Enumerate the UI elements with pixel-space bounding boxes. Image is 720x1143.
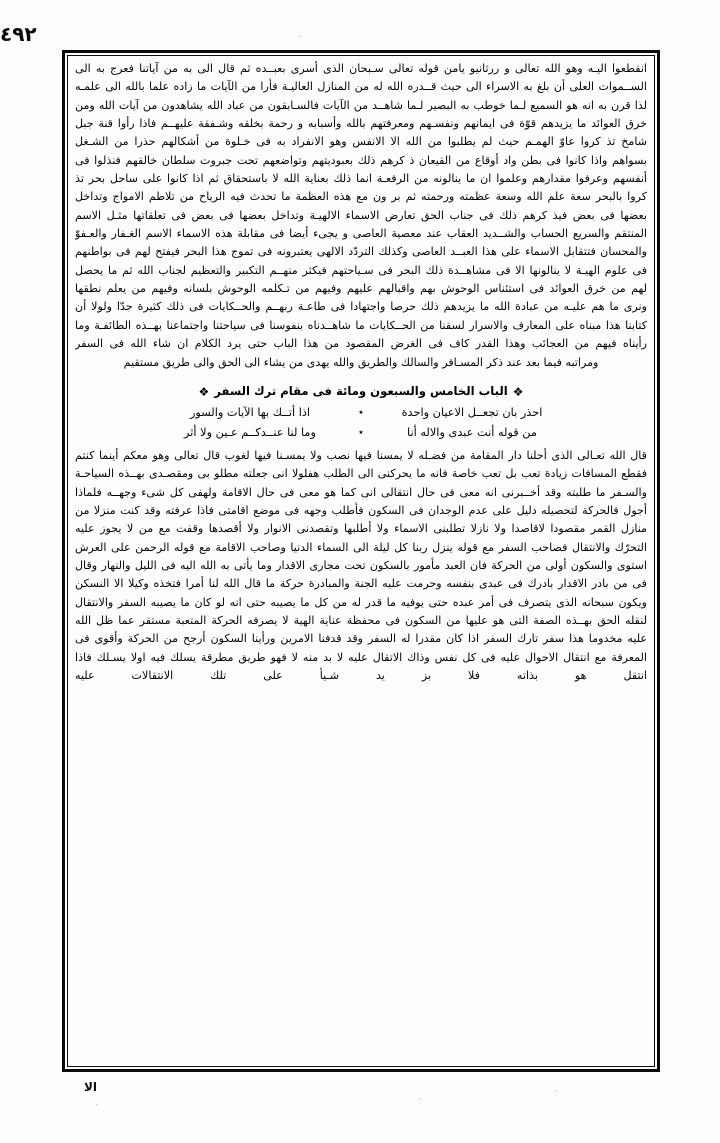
verse-line bbox=[75, 423, 647, 443]
verse-separator-icon: ٭ bbox=[358, 426, 364, 438]
body-text-lower bbox=[75, 447, 647, 685]
page-frame bbox=[62, 50, 660, 1072]
verse-separator-icon: ٭ bbox=[358, 406, 364, 418]
verse-block bbox=[75, 403, 647, 443]
body-closing-line: ومراتبه فيما بعد عند ذكر المسـافر والسالك والطريق والله يهدى من يشاء الى الحق والى طريق مستقيم bbox=[123, 355, 599, 369]
catchword: الا bbox=[84, 1080, 98, 1094]
hemistich-right: احذر بان تجعــل الاعيان واحدة bbox=[401, 405, 543, 419]
hemistich-right: من قوله أنت عبدى والاله أنا bbox=[407, 425, 537, 439]
body-paragraph-upper: انقطعوا اليـه وهو الله تعالى و ررثانيو يامن قوله تعالى سـبحان الذى أسرى بعبــده ثم قال الى به من آياتنا فعرج به الى الســموات العلى أن بلغ به الاسراء الى حيث قــدره الله له من المنازل العاليـة فأرا من الآيات ما زاده علما بالله الى علمـه لذا قرن به انه هو السميع لـما خوطب به البصير لـما شاهــد من الآيات فالسـابقون من عباد الله يشاهدون من آيات الله ومن خرق العوائد ما يزيدهم قوّة فى ايمانهم ونفسـهم ومعرفتهم بالله وأسبابه و رحمة بخلقه وشـفقة عليهــم فاذا رأوا قنة جبل شامخ تذ كروا عاوّ الهمـم حيث لم يطلبوا من الله الا الانفس وهو الانفراد به فى خـلوة من أشكالهم حذرا من الشـغل بسواهم واذا كانوا فى بطن واد أوقاع من القيعان ذ كرهم ذلك بعبوديتهم وتواضعهم تحت جبروت سلطان خالقهم فنذلوا فى أنفسهم وعرفوا مقدارهم وعلموا ان ما ينالونه من الرفعـة انما ذلك بعناية الله لا باستحقاق ثم اذا كانوا على ساحل بحر تذ كروا بالبحر سعة علم الله وسعة عظمته ورحمته ثم بر ون مع هذه العظمة ما تحدث فيه الرياح من تلاطم الامواج وتداخل بعضها فى بعض فيذ كرهم ذلك فى جناب الحق تعارض الاسماء الالهيـة وتداخل بعضها فى بعض فى تعلقاتها مثـل الاسم المنتقم والسريع الحساب والشــديد العقاب عند معصية العاصى و يجىء أيضا فى مقابلة هذه الاسماء الاسم الغـفار والعـفوّ والمحسان فتتقابل الاسماء على هذا العبــد العاصى وكذلك التردّد الالهى يعتبرونه فى تموج هذا البحر فيفتح لهم فى بواطنهم فى علوم الهيـة لا ينالونها الا فى مشاهــدة ذلك البحر فى سـياحتهم فيكثر منهــم التكبير والتعظيم لجناب الله ثم ما يحصل لهم من خرق العوائد فى استئناس الوحوش بهم واقبالهم عليهم وفيهم من تـكلمه الوحوش بلسانه وفيهم من يعلم نطقها ونرى ما هم عليـه من عبادة الله ما يزيدهم ذلك حرصا واجتهادا فى طاعـة ربهــم والحــكايات فى ذلك كثيرة جدّا ولولا أن كتابنا هذا مبناه على المعارف والاسرار لسقنا من الحــكايات ما شاهــدناه بنفوسنا فى سياحتنا واجتماعنا بهــذه الطائفـة وما رأيناه فيهم من العجائب وهذا القدر كاف فى الغرض المقصود من هذا الباب حتى يرد الكلام ان شاء الله فى السفر bbox=[75, 62, 647, 351]
hemistich-left: اذا أتــك بها الآيات والسور bbox=[189, 405, 311, 419]
body-paragraph-lower: قال الله تعـالى الذى أحلنا دار المقامة من فضـله لا يمسنا فيها نصب ولا يمسـنا فيها لغوب قال تعالى وهو معكم أينما كنتم فقطع المسافات زيادة تعب بل تعب خاصة فانه ما يحركنى الى الطلب هفلولا انى جعلته مطلو بى ومقصـدى بهــذه السياحـة والسـفر ما طلبته وقد أخــبرنى انه معى فى حال انتقالى انى كما هو معى فى حال الاقامة ولهفى كل شىء وجهــه فلماذا أجول فالحركة لتحصيله دليل على عدم الوجدان فى السكون فأطلب وجهه فى موضع اقامتى فاذا عرفته وقد كنت منزلا من منازل القمر مقصودا لاقاصدا ولا نازلا تطلبنى الاسماء ولا أطلبها وتقصدنى الانوار ولا أقصدها وقفت مع من لا يجوز عليه التحرّك والانتقال فصاحب السفر مع قوله ينزل ربنا كل ليلة الى السماء الدنيا وصاحب الاقامة مع قوله الرحمن على العرش استوى والسكون أولى من الحركة فان العبد مأمور بالسكون تحت مجارى الاقدار وما يأتى به الله اليه فى الليل والنهار وقال فى من بادر الاقدار بادرك فى عبدى بنفسه وحرمت عليه الجنة والمبادرة حركة ما قال الله لنا أمرا فتخذه وكيلا الا النسكن ويكون سبحانه الذى يتصرف فى أمر عبده حتى يوفيه ما قدر له من كل ما يصيبه حتى انه لو كان ما يصيبه السفر والانتقال لنقله الحق بهــذه الصفة التى هو عليها من السكون فى محفظة عناية الهية لا يصرفه الحركة المتعبة مستقر عما ظل الله عليه مخدوما هذا سفر تارك السفر اذا كان مقدرا له السفر وقد قدفنا الامرين ورأينا السكون أرجح من الحركة وأقوى فى المعرفة مع انتقال الاحوال عليه فى كل نفس وذاك الاتقال عليه لا بد منه لا فهو طريق مطرقة يسلك فيه اولا يسـلك فاذا انتقل هو بذاته فلا بز يد شـيأ على تلك الانتقالات عليه bbox=[75, 448, 647, 682]
body-text-upper bbox=[75, 60, 647, 354]
heading-ornament-left-icon: ❖ bbox=[198, 384, 210, 399]
page-content bbox=[75, 60, 647, 1062]
folio-header bbox=[0, 0, 720, 48]
chapter-heading bbox=[75, 381, 647, 401]
verse-line bbox=[75, 403, 647, 423]
paper-speck bbox=[420, 1098, 421, 1099]
page-number: ٢٩٤ bbox=[0, 22, 37, 46]
hemistich-left: وما لنا عنــدكــم عـين ولا أثر bbox=[184, 425, 316, 439]
paper-speck bbox=[300, 36, 301, 37]
paper-speck bbox=[556, 1090, 557, 1091]
page-number-area bbox=[0, 22, 610, 46]
chapter-title: الباب الخامس والسبعون ومائة فى مقام ترك السفر bbox=[214, 383, 508, 398]
heading-ornament-right-icon: ❖ bbox=[512, 384, 524, 399]
paper-speck bbox=[96, 1104, 97, 1105]
